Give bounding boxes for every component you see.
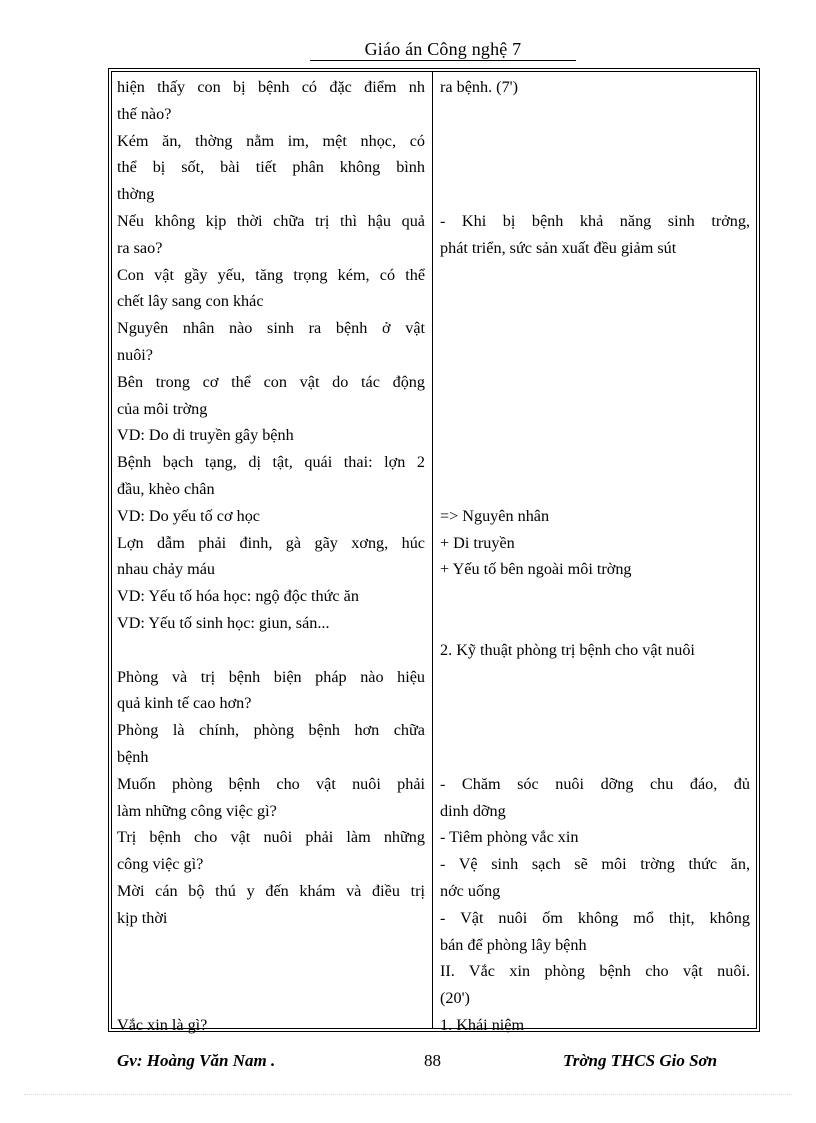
text-line: II. Vắc xin phòng bệnh cho vật nuôi.: [440, 962, 750, 981]
text-line: 1. Khái niệm: [440, 1015, 525, 1034]
text-line: - Vệ sinh sạch sẽ môi trờng thức ăn,: [440, 855, 750, 874]
text-line: [440, 288, 750, 315]
teacher-student-column: [117, 74, 425, 1039]
text-line: [440, 664, 750, 691]
text-line: [440, 342, 750, 369]
text-line: [440, 476, 750, 503]
text-line: thờng: [117, 185, 155, 204]
text-line: phát triển, sức sản xuất đều giảm sút: [440, 238, 677, 257]
text-line: Muốn phòng bệnh cho vật nuôi phải: [117, 774, 425, 793]
text-line: Trị bệnh cho vật nuôi phải làm những: [117, 828, 425, 847]
text-line: [440, 181, 750, 208]
text-line: hiện thấy con bị bệnh có đặc điểm nh: [117, 78, 425, 96]
text-line: VD: Do yếu tố cơ học: [117, 506, 260, 525]
text-line: [440, 315, 750, 342]
text-line: quả kinh tế cao hơn?: [117, 694, 252, 713]
text-line: [440, 422, 750, 449]
text-line: VD: Yếu tố sinh học: giun, sán...: [117, 613, 330, 632]
text-line: Vắc xin là gì?: [117, 1015, 208, 1034]
text-line: của môi trờng: [117, 399, 208, 418]
text-line: + Yếu tố bên ngoài môi trờng: [440, 560, 632, 579]
text-line: [440, 128, 750, 155]
text-line: [440, 449, 750, 476]
text-line: VD: Yếu tố hóa học: ngộ độc thức ăn: [117, 587, 359, 606]
text-line: [440, 583, 750, 610]
text-line: [440, 369, 750, 396]
text-line: làm những công việc gì?: [117, 801, 277, 820]
text-line: - Khi bị bệnh khả năng sinh trởng,: [440, 211, 750, 230]
text-line: => Nguyên nhân: [440, 506, 550, 525]
text-line: nớc uống: [440, 881, 501, 900]
footer-page-number: 88: [424, 1051, 441, 1070]
text-line: Nguyên nhân nào sinh ra bệnh ở vật: [117, 319, 425, 338]
bottom-dotted-rule: [24, 1094, 792, 1095]
text-line: dinh dỡng: [440, 801, 506, 820]
lesson-content-column: [440, 74, 750, 1039]
text-line: + Di truyền: [440, 533, 515, 552]
text-line: Bên trong cơ thể con vật do tác động: [117, 372, 425, 391]
text-line: công việc gì?: [117, 855, 204, 874]
text-line: đầu, khèo chân: [117, 479, 215, 498]
footer-school: Trờng THCS Gio Sơn: [563, 1051, 718, 1070]
text-line: Mời cán bộ thú y đến khám và điều trị: [117, 881, 425, 900]
text-line: Kém ăn, thờng nằm im, mệt nhọc, có: [117, 131, 425, 150]
text-line: ra bệnh. (7'): [440, 78, 518, 96]
text-line: kịp thời: [117, 908, 168, 927]
page-header-title: Giáo án Công nghệ 7: [310, 38, 576, 61]
text-line: [440, 262, 750, 289]
text-line: Phòng và trị bệnh biện pháp nào hiệu: [117, 667, 425, 686]
text-line: ra sao?: [117, 238, 163, 257]
text-line: [440, 610, 750, 637]
text-line: - Chăm sóc nuôi dỡng chu đáo, đủ: [440, 774, 750, 793]
text-line: [440, 690, 750, 717]
text-line: 2. Kỹ thuật phòng trị bệnh cho vật nuôi: [440, 640, 695, 659]
text-line: (20'): [440, 989, 470, 1008]
text-line: [117, 985, 425, 1012]
text-line: [440, 154, 750, 181]
text-line: - Vật nuôi ốm không mổ thịt, không: [440, 908, 750, 927]
text-line: - Tiêm phòng vắc xin: [440, 828, 579, 847]
text-line: nuôi?: [117, 345, 153, 364]
text-line: Phòng là chính, phòng bệnh hơn chữa: [117, 721, 425, 740]
text-line: Con vật gầy yếu, tăng trọng kém, có thể: [117, 265, 425, 284]
text-line: thế nào?: [117, 104, 172, 123]
text-line: bệnh: [117, 747, 149, 766]
text-line: [117, 637, 425, 664]
text-line: [440, 101, 750, 128]
text-line: Nếu không kịp thời chữa trị thì hậu quả: [117, 211, 425, 230]
text-line: [440, 717, 750, 744]
text-line: Bệnh bạch tạng, dị tật, quái thai: lợn 2: [117, 453, 425, 472]
text-line: chết lây sang con khác: [117, 292, 264, 311]
text-line: [440, 744, 750, 771]
text-line: VD: Do di truyền gây bệnh: [117, 426, 294, 445]
text-line: thể bị sốt, bài tiết phân không bình: [117, 158, 425, 177]
footer-teacher: Gv: Hoàng Văn Nam .: [117, 1051, 276, 1070]
text-line: [440, 396, 750, 423]
column-divider: [432, 71, 433, 1029]
text-line: nhau chảy máu: [117, 560, 215, 579]
text-line: [117, 932, 425, 959]
text-line: Lợn dẫm phải đinh, gà gãy xơng, húc: [117, 533, 425, 552]
text-line: [117, 958, 425, 985]
text-line: bán để phòng lây bệnh: [440, 935, 587, 954]
